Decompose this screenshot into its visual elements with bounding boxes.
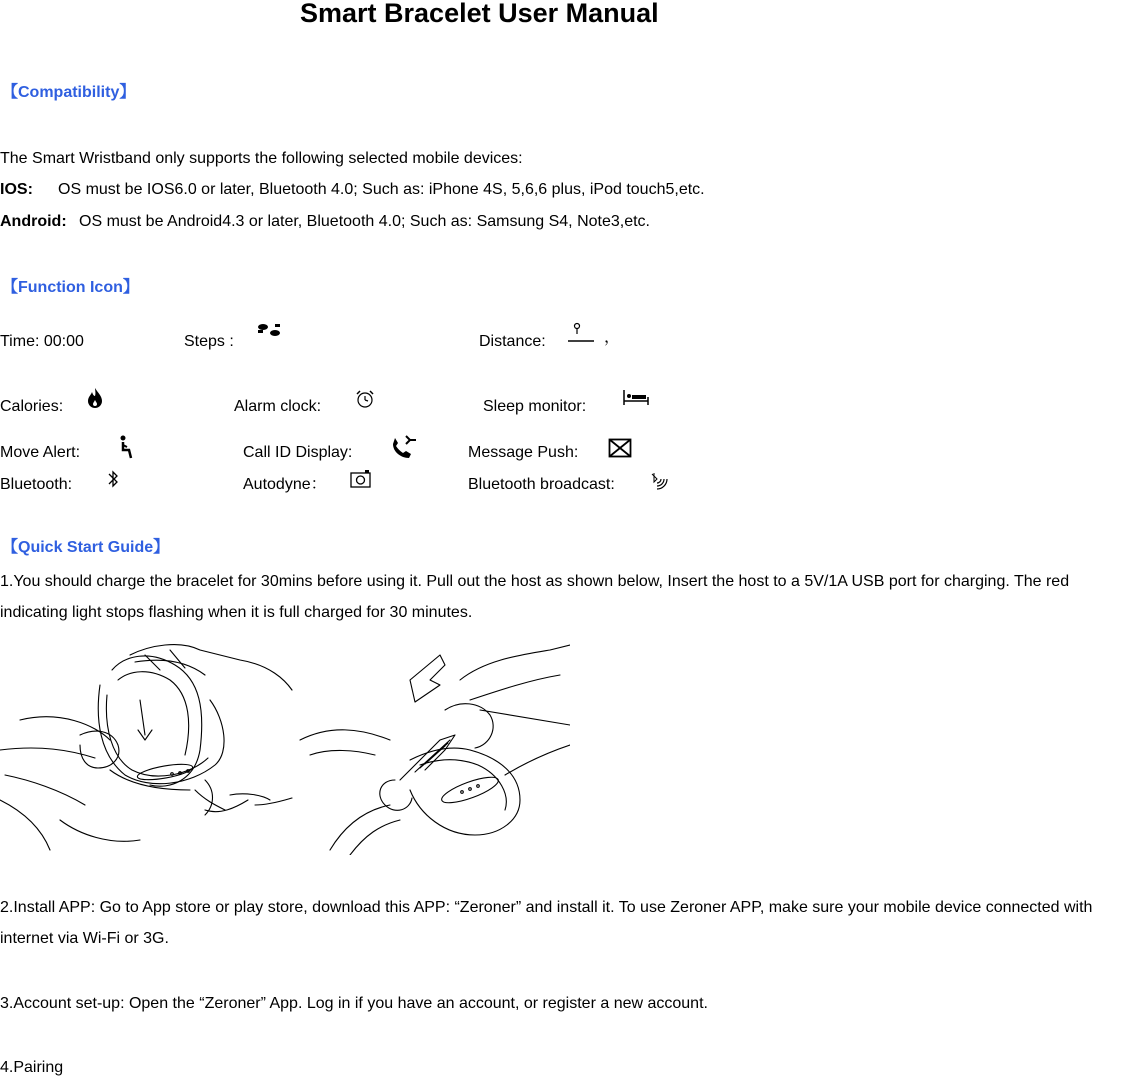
distance-suffix: ， <box>604 329 621 346</box>
calories-icon <box>86 387 104 409</box>
bluetooth-icon <box>106 469 120 489</box>
step-1: 1.You should charge the bracelet for 30mins before using it. Pull out the host as shown below, Insert the host to a 5V/1A USB port for charging. The red indicating light stops flashing when it is full charged for 30 minutes. <box>0 573 1070 621</box>
ios-label: IOS: <box>0 181 33 198</box>
alarm-label: Alarm clock: <box>234 398 322 415</box>
quick-start-heading: 【Quick Start Guide】 <box>2 539 170 556</box>
alarm-clock-icon <box>354 388 376 410</box>
calories-label: Calories: <box>0 398 64 415</box>
message-label: Message Push: <box>468 444 579 461</box>
call-id-icon <box>389 434 419 460</box>
bluetooth-label: Bluetooth: <box>0 476 73 493</box>
camera-icon <box>349 469 373 489</box>
sleep-monitor-icon <box>622 388 650 408</box>
compatibility-heading: 【Compatibility】 <box>2 84 136 101</box>
step-2: 2.Install APP: Go to App store or play store, download this APP: “Zeroner” and install it. To use Zeroner APP, make sure your mobile device connected with internet via Wi-Fi or 3G. <box>0 899 1093 947</box>
page-title: Smart Bracelet User Manual <box>300 0 659 28</box>
autodyne-label: Autodyne： <box>243 476 327 493</box>
step-4: 4.Pairing <box>0 1059 64 1076</box>
function-icon-heading: 【Function Icon】 <box>2 279 139 296</box>
sleep-label: Sleep monitor: <box>483 398 587 415</box>
move-alert-icon <box>118 434 138 460</box>
move-alert-label: Move Alert: <box>0 444 81 461</box>
compatibility-intro: The Smart Wristband only supports the following selected mobile devices: <box>0 150 523 167</box>
distance-label: Distance: <box>479 333 546 350</box>
ios-text: OS must be IOS6.0 or later, Bluetooth 4.0; Such as: iPhone 4S, 5,6,6 plus, iPod touch5,etc. <box>58 181 705 198</box>
charging-illustration <box>0 640 570 855</box>
steps-icon <box>256 322 282 338</box>
time-label: Time: 00:00 <box>0 333 84 350</box>
message-icon <box>608 438 632 458</box>
bluetooth-broadcast-label: Bluetooth broadcast: <box>468 476 615 493</box>
distance-icon <box>566 322 596 344</box>
broadcast-icon <box>648 470 668 490</box>
android-label: Android: <box>0 213 67 230</box>
android-text: OS must be Android4.3 or later, Bluetooth 4.0; Such as: Samsung S4, Note3,etc. <box>79 213 650 230</box>
call-id-label: Call ID Display: <box>243 444 353 461</box>
steps-label: Steps : <box>184 333 234 350</box>
step-3: 3.Account set-up: Open the “Zeroner” App. Log in if you have an account, or register a new account. <box>0 995 708 1012</box>
